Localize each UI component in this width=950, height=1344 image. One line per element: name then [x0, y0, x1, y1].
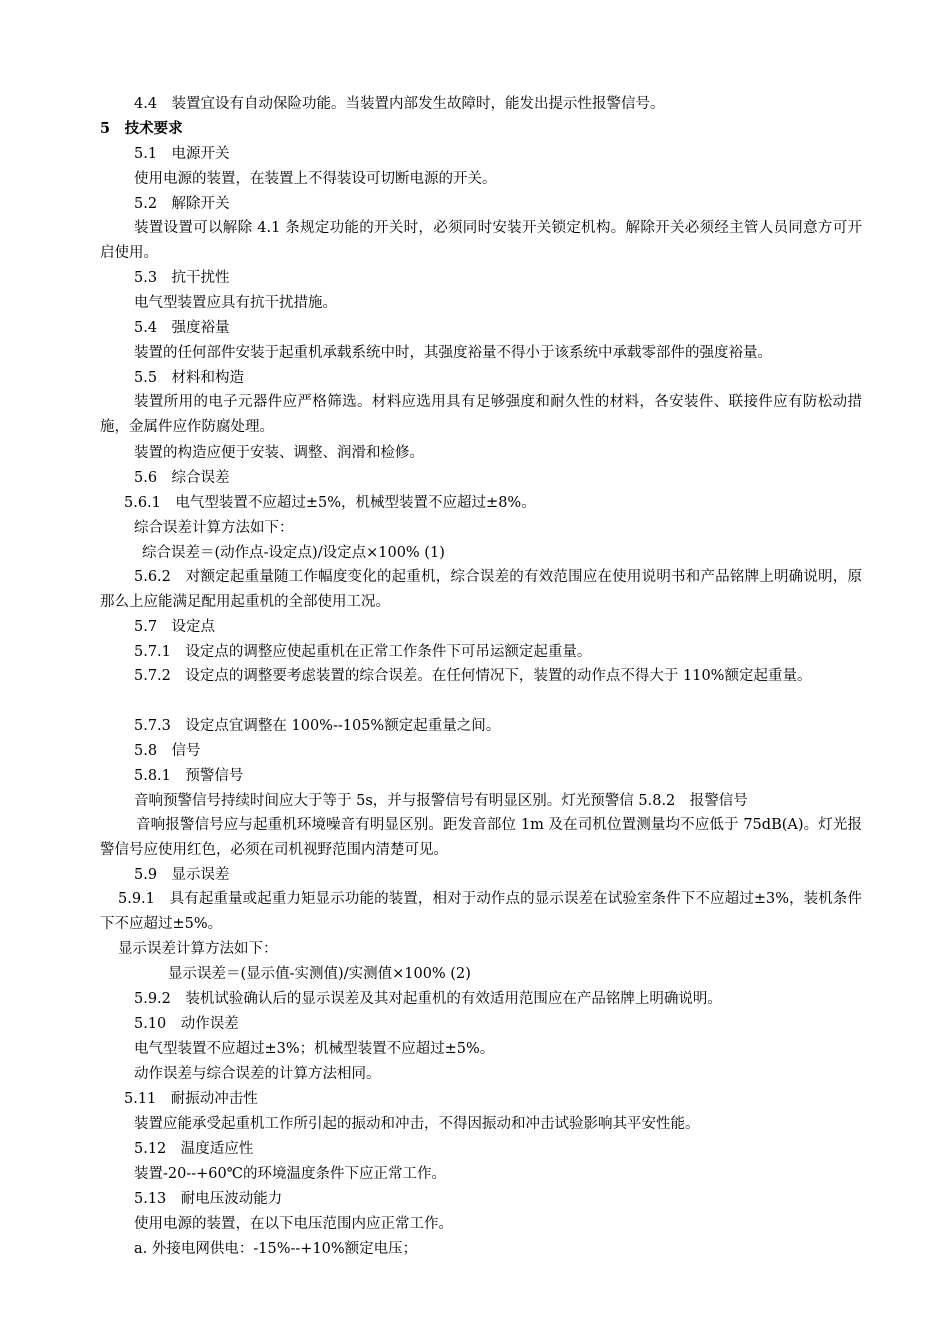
paragraph: 5.6.2 对额定起重量随工作幅度变化的起重机，综合误差的有效范围应在使用说明书和产品铭牌上明确说明，原那么上应能满足配用起重机的全部使用工况。 [100, 569, 862, 610]
clause-5-7-heading: 5.7 设定点 [134, 619, 216, 635]
clause-5-4-text: 装置的任何部件安装于起重机承载系统中时，其强度裕量不得小于该系统中承载零部件的强度裕量。 [134, 345, 772, 361]
clause-5-13-text: 使用电源的装置，在以下电压范围内应正常工作。 [134, 1216, 453, 1232]
clause-5-8-1-heading: 5.8.1 预警信号 [134, 768, 244, 784]
formula-1: 综合误差＝(动作点-设定点)/设定点×100% (1) [142, 545, 445, 561]
paragraph: 音响报警信号应与起重机环境噪音有明显区别。距发音部位 1m 及在司机位置测量均不应低于 75dB(A)。灯光报警信号应使用红色，必须在司机视野范围内清楚可见。 [100, 817, 862, 858]
clause-5-9-2: 5.9.2 装机试验确认后的显示误差及其对起重机的有效适用范围应在产品铭牌上明确说明。 [134, 991, 722, 1007]
clause-5-7-1: 5.7.1 设定点的调整应使起重机在正常工作条件下可吊运额定起重量。 [134, 644, 592, 660]
clause-5-8-heading: 5.8 信号 [134, 743, 201, 759]
clause-5-12-text: 装置-20--+60℃的环境温度条件下应正常工作。 [134, 1166, 446, 1182]
clause-5-8-1-text: 音响预警信号持续时间应大于等于 5s，并与报警信号有明显区别。灯光预警信 5.8.2 报警信号 [134, 793, 748, 809]
formula-intro-2: 显示误差计算方法如下： [118, 941, 278, 957]
clause-5-9-heading: 5.9 显示误差 [134, 867, 230, 883]
section-5-heading: 5 技术要求 [100, 120, 183, 137]
clause-5-5-heading: 5.5 材料和构造 [134, 370, 245, 386]
paragraph: 5.9.1 具有起重量或起重力矩显示功能的装置，相对于动作点的显示误差在试验室条件下不应超过±3%，装机条件下不应超过±5%。 [100, 891, 862, 932]
clause-5-3-text: 电气型装置应具有抗干扰措施。 [134, 295, 337, 311]
clause-5-10-heading: 5.10 动作误差 [134, 1016, 239, 1032]
clause-5-8-2-text [100, 813, 862, 863]
clause-4-4: 4.4 装置宜设有自动保险功能。当装置内部发生故障时，能发出提示性报警信号。 [134, 96, 665, 112]
clause-5-7-2 [100, 664, 862, 689]
clause-5-13-item-a: a. 外接电网供电：-15%--+10%额定电压； [134, 1241, 418, 1257]
clause-5-7-3: 5.7.3 设定点宜调整在 100%--105%额定起重量之间。 [134, 718, 501, 734]
clause-5-12-heading: 5.12 温度适应性 [134, 1141, 254, 1157]
clause-5-11-heading: 5.11 耐振动冲击性 [124, 1091, 258, 1107]
clause-5-5-text [100, 390, 862, 440]
clause-5-10-text-2: 动作误差与综合误差的计算方法相同。 [134, 1066, 381, 1082]
clause-5-3-heading: 5.3 抗干扰性 [134, 270, 230, 286]
paragraph: 装置所用的电子元器件应严格筛选。材料应选用具有足够强度和耐久性的材料，各安装件、联接件应有防松动措施，金属件应作防腐处理。 [100, 394, 862, 435]
clause-5-1-heading: 5.1 电源开关 [134, 146, 230, 162]
clause-5-2-text [100, 216, 862, 266]
clause-5-9-1 [100, 887, 862, 937]
clause-5-2-heading: 5.2 解除开关 [134, 196, 230, 212]
clause-5-5-text-2: 装置的构造应便于安装、调整、润滑和检修。 [134, 445, 424, 461]
paragraph: 装置设置可以解除 4.1 条规定功能的开关时，必须同时安装开关锁定机构。解除开关必须经主管人员同意方可开启使用。 [100, 220, 862, 261]
formula-2: 显示误差＝(显示值-实测值)/实测值×100% (2) [168, 966, 471, 982]
clause-5-4-heading: 5.4 强度裕量 [134, 320, 230, 336]
clause-5-10-text: 电气型装置不应超过±3%；机械型装置不应超过±5%。 [134, 1041, 495, 1057]
clause-5-6-heading: 5.6 综合误差 [134, 470, 230, 486]
formula-intro-1: 综合误差计算方法如下： [134, 520, 294, 536]
clause-5-1-text: 使用电源的装置，在装置上不得装设可切断电源的开关。 [134, 171, 497, 187]
clause-5-13-heading: 5.13 耐电压波动能力 [134, 1191, 283, 1207]
clause-5-6-1: 5.6.1 电气型装置不应超过±5%，机械型装置不应超过±8%。 [124, 495, 536, 511]
clause-5-6-2 [100, 565, 862, 615]
clause-5-11-text: 装置应能承受起重机工作所引起的振动和冲击，不得因振动和冲击试验影响其平安性能。 [134, 1116, 700, 1132]
paragraph: 5.7.2 设定点的调整要考虑装置的综合误差。在任何情况下，装置的动作点不得大于 110%额定起重量。 [134, 668, 812, 684]
